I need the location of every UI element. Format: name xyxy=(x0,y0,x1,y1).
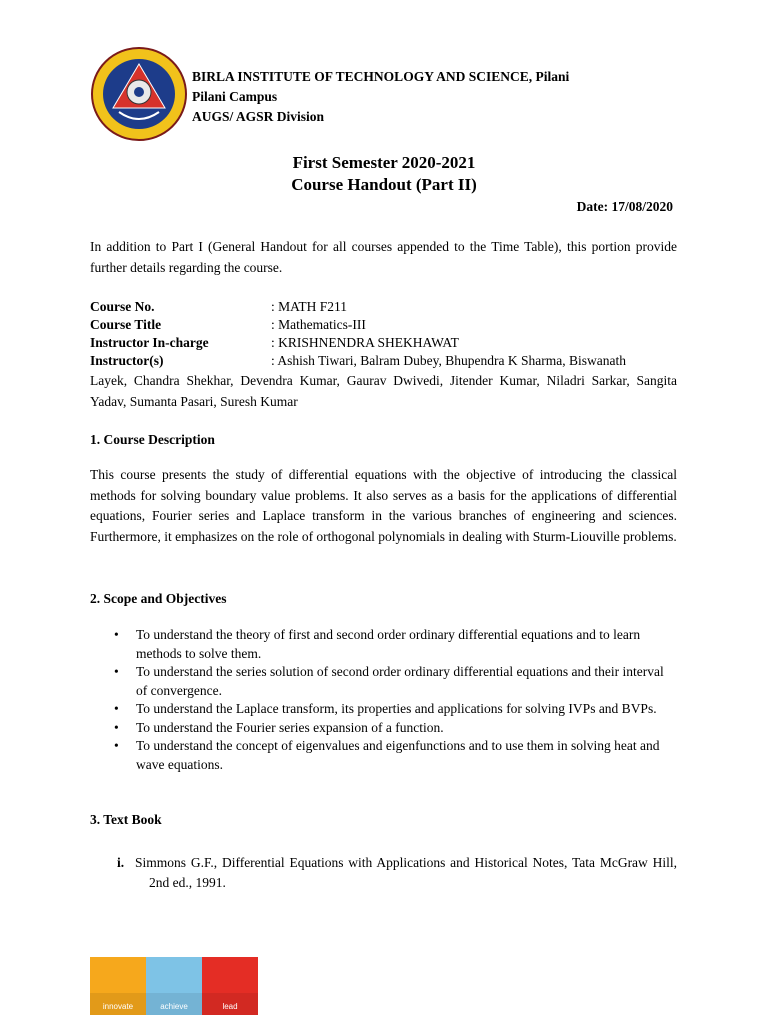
objective-item: • To understand the series solution of second order ordinary differential equations and their interval of convergence. xyxy=(114,664,664,698)
objective-item: • To understand the concept of eigenvalues and eigenfunctions and to use them in solving heat and wave equations. xyxy=(114,738,660,772)
instructors-label: Instructor(s) xyxy=(90,353,164,368)
incharge-row xyxy=(90,334,677,352)
instructors-row xyxy=(90,352,677,370)
instructors-value-rest: Layek, Chandra Shekhar, Devendra Kumar, Gaurav Dwivedi, Jitender Kumar, Niladri Sarkar, Sangita Yadav, Sumanta Pasari, Suresh Kumar xyxy=(90,373,677,409)
course-info xyxy=(90,298,677,412)
bits-logo xyxy=(89,46,189,142)
footer-achieve-block xyxy=(146,957,202,1015)
objective-item: • To understand the theory of first and second order ordinary differential equations and to learn methods to solve them. xyxy=(114,627,641,661)
course-title-label: Course Title xyxy=(90,317,162,332)
objectives-list xyxy=(90,626,677,774)
objective-item: • To understand the Fourier series expansion of a function. xyxy=(90,719,677,738)
handout-title: Course Handout (Part II) xyxy=(291,175,477,194)
course-no-label: Course No. xyxy=(90,299,155,314)
text-book-number: i. xyxy=(117,855,125,870)
bullet-icon: • xyxy=(114,664,119,679)
section-heading-text-book: 3. Text Book xyxy=(90,812,162,827)
course-description-text: This course presents the study of differential equations with the objective of introducing the classical methods for solving boundary value problems. It also serves as a basis for the applications of differential equations, Fourier series and Laplace transform in the various branches of engineering and sciences. Furthermore, it emphasizes on the role of orthogonal polynomials in dealing with Sturm-Liouville problems. xyxy=(90,467,677,544)
document-title xyxy=(0,152,768,196)
semester-title: First Semester 2020-2021 xyxy=(292,153,476,172)
incharge-value: : KRISHNENDRA SHEKHAWAT xyxy=(271,335,459,350)
bullet-icon: • xyxy=(114,627,119,642)
section-heading-scope: 2. Scope and Objectives xyxy=(90,591,227,606)
text-book-citation: Simmons G.F., Differential Equations with Applications and Historical Notes, Tata McGraw Hill, 2nd ed., 1991. xyxy=(135,855,677,890)
objective-item: • To understand the Laplace transform, its properties and applications for solving IVPs and BVPs. xyxy=(90,700,677,719)
section-heading-course-description: 1. Course Description xyxy=(90,432,215,447)
campus-name: Pilani Campus xyxy=(192,89,278,104)
bullet-icon: • xyxy=(114,701,119,716)
course-no-value: : MATH F211 xyxy=(271,299,348,314)
footer-lead-label: lead xyxy=(222,1002,238,1011)
footer-innovate-block xyxy=(90,957,146,1015)
institute-header xyxy=(192,67,569,127)
document-date: Date: 17/08/2020 xyxy=(576,199,673,214)
division-name: AUGS/ AGSR Division xyxy=(192,109,325,124)
course-title-row xyxy=(90,316,677,334)
course-title-value: : Mathematics-III xyxy=(271,317,366,332)
intro-paragraph: In addition to Part I (General Handout for all courses appended to the Time Table), this portion provide further details regarding the course. xyxy=(90,239,677,275)
bullet-icon: • xyxy=(114,738,119,753)
incharge-label: Instructor In-charge xyxy=(90,335,209,350)
footer-achieve-label: achieve xyxy=(160,1002,188,1011)
institute-name: BIRLA INSTITUTE OF TECHNOLOGY AND SCIENCE, Pilani xyxy=(192,69,570,84)
footer-brand-strip xyxy=(90,957,258,1015)
bullet-icon: • xyxy=(114,719,119,735)
text-book-item xyxy=(117,853,677,893)
instructors-value-first: : Ashish Tiwari, Balram Dubey, Bhupendra K Sharma, Biswanath xyxy=(271,353,626,368)
footer-lead-block xyxy=(202,957,258,1015)
course-no-row xyxy=(90,298,677,316)
footer-innovate-label: innovate xyxy=(102,1002,134,1011)
